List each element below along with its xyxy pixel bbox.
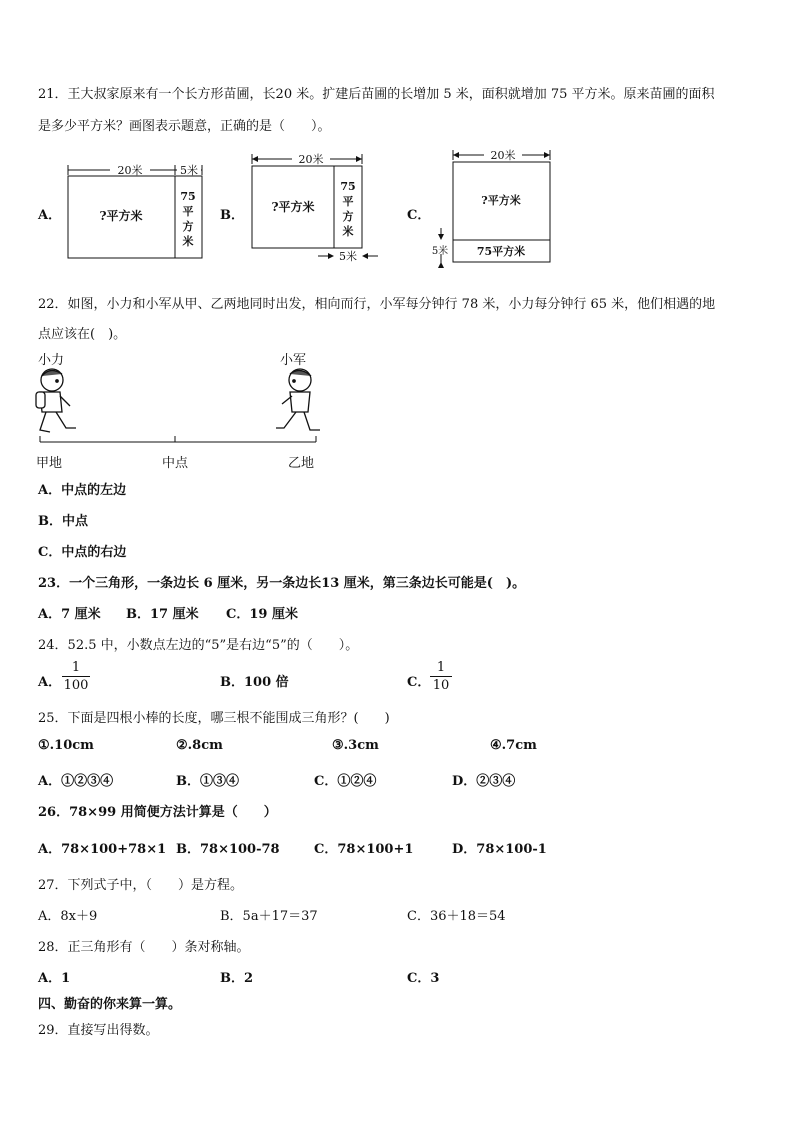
q25-stick-4: ④.7cm bbox=[490, 738, 537, 753]
q24-c-numerator: 1 bbox=[436, 660, 446, 675]
q26-option-c[interactable]: C．78×100+1 bbox=[314, 842, 414, 857]
q22-left-person-label: 小力 bbox=[38, 353, 65, 368]
q22-stem-line2: 点应该在( )。 bbox=[38, 327, 127, 342]
q22-option-b[interactable]: B．中点 bbox=[38, 514, 88, 529]
q24-option-c-letter[interactable]: C． bbox=[407, 675, 431, 690]
section-4-heading: 四、勤奋的你来算一算。 bbox=[38, 997, 182, 1012]
q21b-side-label-3: 方 bbox=[342, 210, 354, 223]
q27-option-a[interactable]: A．8x＋9 bbox=[38, 909, 98, 924]
q21b-side-label-2: 平 bbox=[342, 195, 354, 208]
walking-boy-right-icon bbox=[276, 369, 320, 430]
q22-right-place-label: 乙地 bbox=[288, 456, 315, 471]
q27-stem: 27．下列式子中，（ ）是方程。 bbox=[38, 878, 244, 893]
q22-middle-point-label: 中点 bbox=[162, 456, 189, 471]
q21a-side-label-1: 75 bbox=[180, 190, 196, 203]
q21-option-c-letter[interactable]: C． bbox=[407, 208, 431, 223]
q22-figure bbox=[30, 366, 330, 450]
q21-option-a-letter[interactable]: A． bbox=[38, 208, 62, 223]
q22-option-a[interactable]: A．中点的左边 bbox=[38, 483, 127, 498]
q26-option-a[interactable]: A．78×100+78×1 bbox=[38, 842, 167, 857]
walking-boy-left-icon bbox=[36, 369, 76, 432]
q21-option-c-diagram bbox=[426, 146, 556, 270]
q21b-side-label-4: 米 bbox=[342, 225, 354, 238]
q22-right-person-label: 小军 bbox=[280, 353, 307, 368]
q21b-extra-label: 5米 bbox=[339, 250, 357, 263]
q23-stem: 23．一个三角形，一条边长 6 厘米，另一条边长13 厘米，第三条边长可能是( )。 bbox=[38, 576, 526, 591]
q24-a-denominator: 100 bbox=[63, 678, 89, 693]
q22-stem-line1: 22．如图，小力和小军从甲、乙两地同时出发，相向而行，小军每分钟行 78 米，小力每分钟行 65 米，他们相遇的地 bbox=[38, 297, 716, 312]
q23-option-c[interactable]: C．19 厘米 bbox=[226, 607, 298, 622]
q24-option-a-fraction bbox=[62, 660, 90, 693]
q25-stick-3: ③.3cm bbox=[332, 738, 379, 753]
q21a-side-label-3: 方 bbox=[182, 220, 194, 233]
q21b-main-label: ?平方米 bbox=[271, 200, 315, 214]
q27-option-b[interactable]: B．5a＋17＝37 bbox=[220, 909, 318, 924]
q21a-main-label: ?平方米 bbox=[99, 209, 143, 223]
q25-stick-2: ②.8cm bbox=[176, 738, 223, 753]
q21-option-b-letter[interactable]: B． bbox=[220, 208, 244, 223]
q24-stem: 24．52.5 中，小数点左边的“5”是右边“5”的（ ）。 bbox=[38, 638, 359, 653]
q21c-extra-label: 5米 bbox=[431, 246, 449, 257]
q24-option-b[interactable]: B．100 倍 bbox=[220, 675, 289, 690]
q25-stem: 25．下面是四根小棒的长度，哪三根不能围成三角形？( ) bbox=[38, 711, 390, 726]
q25-option-d[interactable]: D．②③④ bbox=[452, 774, 516, 789]
q25-option-c[interactable]: C．①②④ bbox=[314, 774, 377, 789]
q21b-side-label-1: 75 bbox=[340, 180, 356, 193]
q22-left-place-label: 甲地 bbox=[36, 456, 63, 471]
q26-option-b[interactable]: B．78×100-78 bbox=[176, 842, 280, 857]
q29-stem: 29．直接写出得数。 bbox=[38, 1023, 159, 1038]
q24-c-denominator: 10 bbox=[432, 678, 450, 693]
q21a-side-label-2: 平 bbox=[182, 205, 194, 218]
q25-option-a[interactable]: A．①②③④ bbox=[38, 774, 114, 789]
q28-option-a[interactable]: A．1 bbox=[38, 971, 71, 986]
q21-stem-line2: 是多少平方米？画图表示题意，正确的是（ ）。 bbox=[38, 119, 331, 134]
q21b-top-label: 20米 bbox=[298, 153, 324, 166]
q28-option-c[interactable]: C．3 bbox=[407, 971, 440, 986]
q21c-side-label: 75平方米 bbox=[476, 245, 526, 258]
q21a-side-label-4: 米 bbox=[182, 235, 194, 248]
q21-stem-line1: 21．王大叔家原来有一个长方形苗圃，长20 米。扩建后苗圃的长增加 5 米，面积就增加 75 平方米。原来苗圃的面积 bbox=[38, 87, 715, 102]
q23-option-a[interactable]: A．7 厘米 bbox=[38, 607, 101, 622]
q25-stick-1: ①.10cm bbox=[38, 738, 94, 753]
q26-option-d[interactable]: D．78×100-1 bbox=[452, 842, 547, 857]
q21c-top-label: 20米 bbox=[490, 149, 516, 162]
q25-option-b[interactable]: B．①③④ bbox=[176, 774, 239, 789]
q21-option-b-diagram bbox=[246, 150, 386, 268]
q28-stem: 28．正三角形有（ ）条对称轴。 bbox=[38, 940, 250, 955]
q23-option-b[interactable]: B．17 厘米 bbox=[126, 607, 199, 622]
q26-stem: 26．78×99 用简便方法计算是（ ） bbox=[38, 805, 277, 820]
q21-option-a-diagram bbox=[60, 156, 210, 264]
q22-option-c[interactable]: C．中点的右边 bbox=[38, 545, 127, 560]
q28-option-b[interactable]: B．2 bbox=[220, 971, 254, 986]
q24-option-c-fraction bbox=[430, 660, 452, 693]
q21a-top-label: 20米 bbox=[117, 164, 143, 177]
q21a-extra-label: 5米 bbox=[180, 164, 198, 177]
q27-option-c[interactable]: C．36＋18＝54 bbox=[407, 909, 506, 924]
q24-option-a-letter[interactable]: A． bbox=[38, 675, 62, 690]
q24-a-numerator: 1 bbox=[71, 660, 81, 675]
q21c-main-label: ?平方米 bbox=[481, 194, 521, 207]
